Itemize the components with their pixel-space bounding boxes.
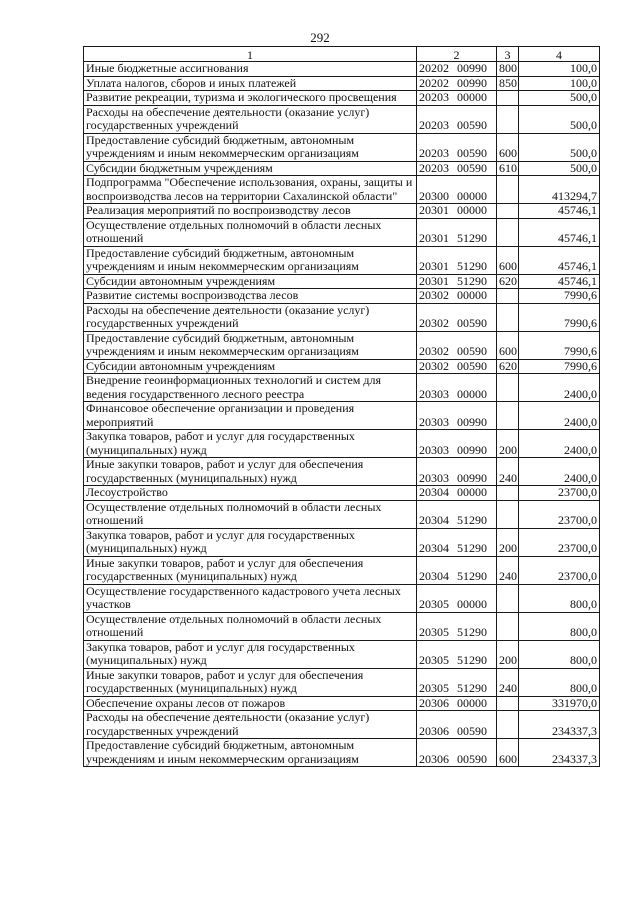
row-amount-cell: 7990,6	[519, 359, 600, 374]
row-amount-cell: 23700,0	[519, 528, 600, 556]
row-name-cell: Иные закупки товаров, работ и услуг для обеспечения государственных (муниципальных) нужд	[84, 458, 417, 486]
row-amount-cell: 23700,0	[519, 500, 600, 528]
program-code: 20202	[419, 75, 449, 90]
direction-code: 00000	[457, 485, 487, 499]
row-name-cell: Закупка товаров, работ и услуг для государственных (муниципальных) нужд	[84, 640, 417, 668]
table-row	[84, 640, 600, 668]
program-code: 20302	[419, 316, 449, 330]
row-name-cell: Осуществление отдельных полномочий в области лесных отношений	[84, 612, 417, 640]
row-code-cell	[417, 668, 497, 696]
row-code-cell	[417, 303, 497, 331]
direction-code: 00000	[457, 386, 487, 401]
table-row	[84, 105, 600, 133]
row-type-cell	[497, 91, 519, 106]
row-type-cell: 200	[497, 528, 519, 556]
row-amount-cell: 500,0	[519, 133, 600, 161]
program-code: 20305	[419, 625, 449, 639]
direction-code: 00000	[457, 597, 487, 611]
table-row	[84, 133, 600, 161]
program-code: 20301	[419, 259, 449, 273]
row-name-cell: Обеспечение охраны лесов от пожаров	[84, 696, 417, 711]
direction-code: 00590	[457, 316, 487, 330]
column-header-type: 3	[497, 47, 519, 62]
row-code-cell	[417, 430, 497, 458]
direction-code: 00990	[457, 61, 487, 75]
row-name-cell: Лесоустройство	[84, 486, 417, 501]
row-type-cell	[497, 500, 519, 528]
direction-code: 00990	[457, 75, 487, 90]
direction-code: 00990	[457, 442, 487, 457]
direction-code: 00590	[457, 146, 487, 160]
row-code-cell	[417, 289, 497, 304]
row-type-cell	[497, 374, 519, 402]
row-code-cell	[417, 500, 497, 528]
row-type-cell	[497, 303, 519, 331]
direction-code: 00590	[457, 723, 487, 738]
direction-code: 00590	[457, 160, 487, 175]
row-name-cell: Реализация мероприятий по воспроизводству лесов	[84, 204, 417, 219]
row-code-cell	[417, 204, 497, 219]
program-code: 20305	[419, 653, 449, 667]
table-row	[84, 458, 600, 486]
table-row	[84, 289, 600, 304]
row-code-cell	[417, 218, 497, 246]
row-amount-cell: 45746,1	[519, 204, 600, 219]
row-code-cell	[417, 176, 497, 204]
table-row	[84, 359, 600, 374]
direction-code: 00590	[457, 344, 487, 358]
program-code: 20301	[419, 231, 449, 245]
program-code: 20306	[419, 695, 449, 710]
row-amount-cell: 23700,0	[519, 556, 600, 584]
table-row	[84, 76, 600, 91]
table-row	[84, 500, 600, 528]
program-code: 20203	[419, 90, 449, 104]
row-code-cell	[417, 62, 497, 77]
row-amount-cell: 2400,0	[519, 374, 600, 402]
row-type-cell: 610	[497, 161, 519, 176]
row-name-cell: Иные закупки товаров, работ и услуг для обеспечения государственных (муниципальных) нужд	[84, 668, 417, 696]
table-row	[84, 246, 600, 274]
row-name-cell: Закупка товаров, работ и услуг для государственных (муниципальных) нужд	[84, 430, 417, 458]
row-name-cell: Расходы на обеспечение деятельности (оказание услуг) государственных учреждений	[84, 303, 417, 331]
row-type-cell	[497, 696, 519, 711]
row-code-cell	[417, 246, 497, 274]
row-amount-cell: 500,0	[519, 105, 600, 133]
row-name-cell: Предоставление субсидий бюджетным, автономным учреждениям и иным некоммерческим организациям	[84, 133, 417, 161]
row-name-cell: Предоставление субсидий бюджетным, автономным учреждениям и иным некоммерческим организациям	[84, 246, 417, 274]
table-row	[84, 584, 600, 612]
row-type-cell: 620	[497, 359, 519, 374]
row-amount-cell: 2400,0	[519, 458, 600, 486]
row-type-cell	[497, 711, 519, 739]
row-name-cell: Уплата налогов, сборов и иных платежей	[84, 76, 417, 91]
table-row	[84, 176, 600, 204]
table-row	[84, 696, 600, 711]
row-name-cell: Субсидии автономным учреждениям	[84, 274, 417, 289]
row-amount-cell: 100,0	[519, 62, 600, 77]
direction-code: 51290	[457, 513, 487, 527]
program-code: 20301	[419, 273, 449, 288]
program-code: 20304	[419, 569, 449, 583]
table-row	[84, 331, 600, 359]
row-name-cell: Развитие системы воспроизводства лесов	[84, 289, 417, 304]
row-amount-cell: 45746,1	[519, 274, 600, 289]
table-row	[84, 91, 600, 106]
program-code: 20203	[419, 146, 449, 160]
program-code: 20302	[419, 358, 449, 373]
row-code-cell	[417, 486, 497, 501]
row-code-cell	[417, 739, 497, 767]
program-code: 20301	[419, 203, 449, 217]
row-type-cell: 240	[497, 458, 519, 486]
row-amount-cell: 800,0	[519, 612, 600, 640]
row-code-cell	[417, 640, 497, 668]
table-row	[84, 274, 600, 289]
table-row	[84, 486, 600, 501]
table-row	[84, 62, 600, 77]
direction-code: 00000	[457, 288, 487, 302]
row-amount-cell: 2400,0	[519, 402, 600, 430]
row-code-cell	[417, 584, 497, 612]
direction-code: 00990	[457, 414, 487, 429]
program-code: 20302	[419, 288, 449, 302]
row-name-cell: Закупка товаров, работ и услуг для государственных (муниципальных) нужд	[84, 528, 417, 556]
row-type-cell	[497, 105, 519, 133]
direction-code: 00000	[457, 188, 487, 203]
row-name-cell: Предоставление субсидий бюджетным, автономным учреждениям и иным некоммерческим организациям	[84, 739, 417, 767]
program-code: 20304	[419, 513, 449, 527]
row-type-cell	[497, 584, 519, 612]
direction-code: 51290	[457, 625, 487, 639]
row-amount-cell: 7990,6	[519, 303, 600, 331]
table-row	[84, 402, 600, 430]
program-code: 20302	[419, 344, 449, 358]
table-row	[84, 711, 600, 739]
row-name-cell: Предоставление субсидий бюджетным, автономным учреждениям и иным некоммерческим организациям	[84, 331, 417, 359]
row-code-cell	[417, 696, 497, 711]
table-row	[84, 528, 600, 556]
program-code: 20303	[419, 414, 449, 429]
row-type-cell: 620	[497, 274, 519, 289]
direction-code: 00000	[457, 695, 487, 710]
direction-code: 00000	[457, 90, 487, 104]
row-type-cell: 800	[497, 62, 519, 77]
table-row	[84, 556, 600, 584]
budget-table	[83, 46, 600, 767]
row-code-cell	[417, 91, 497, 106]
row-code-cell	[417, 274, 497, 289]
table-row	[84, 668, 600, 696]
row-code-cell	[417, 374, 497, 402]
row-type-cell: 240	[497, 668, 519, 696]
row-type-cell	[497, 204, 519, 219]
row-name-cell: Расходы на обеспечение деятельности (оказание услуг) государственных учреждений	[84, 105, 417, 133]
program-code: 20305	[419, 681, 449, 695]
row-code-cell	[417, 528, 497, 556]
row-code-cell	[417, 331, 497, 359]
row-code-cell	[417, 359, 497, 374]
row-name-cell: Осуществление отдельных полномочий в области лесных отношений	[84, 500, 417, 528]
row-type-cell	[497, 486, 519, 501]
row-type-cell: 240	[497, 556, 519, 584]
program-code: 20306	[419, 751, 449, 766]
row-name-cell: Осуществление отдельных полномочий в области лесных отношений	[84, 218, 417, 246]
row-amount-cell: 800,0	[519, 584, 600, 612]
row-type-cell	[497, 402, 519, 430]
direction-code: 51290	[457, 653, 487, 667]
program-code: 20305	[419, 597, 449, 611]
direction-code: 51290	[457, 273, 487, 288]
program-code: 20303	[419, 470, 449, 485]
row-type-cell: 600	[497, 246, 519, 274]
page-number: 292	[310, 30, 330, 45]
row-amount-cell: 800,0	[519, 640, 600, 668]
row-name-cell: Субсидии бюджетным учреждениям	[84, 161, 417, 176]
row-code-cell	[417, 161, 497, 176]
direction-code: 00990	[457, 470, 487, 485]
row-type-cell: 850	[497, 76, 519, 91]
program-code: 20303	[419, 386, 449, 401]
table-row	[84, 218, 600, 246]
column-header-code: 2	[417, 47, 497, 62]
row-type-cell	[497, 176, 519, 204]
row-name-cell: Расходы на обеспечение деятельности (оказание услуг) государственных учреждений	[84, 711, 417, 739]
column-header-amount: 4	[519, 47, 600, 62]
direction-code: 51290	[457, 569, 487, 583]
table-header-row	[84, 47, 600, 62]
row-code-cell	[417, 612, 497, 640]
row-amount-cell: 234337,3	[519, 739, 600, 767]
direction-code: 00590	[457, 118, 487, 132]
row-amount-cell: 413294,7	[519, 176, 600, 204]
table-row	[84, 161, 600, 176]
program-code: 20304	[419, 485, 449, 499]
direction-code: 51290	[457, 259, 487, 273]
row-amount-cell: 7990,6	[519, 331, 600, 359]
table-row	[84, 739, 600, 767]
row-type-cell	[497, 289, 519, 304]
row-name-cell: Иные закупки товаров, работ и услуг для обеспечения государственных (муниципальных) нужд	[84, 556, 417, 584]
row-amount-cell: 45746,1	[519, 218, 600, 246]
direction-code: 00000	[457, 203, 487, 217]
row-name-cell: Внедрение геоинформационных технологий и систем для ведения государственного лесного реестра	[84, 374, 417, 402]
direction-code: 51290	[457, 681, 487, 695]
table-row	[84, 303, 600, 331]
program-code: 20203	[419, 118, 449, 132]
table-row	[84, 374, 600, 402]
row-type-cell: 600	[497, 739, 519, 767]
row-code-cell	[417, 556, 497, 584]
row-type-cell: 600	[497, 331, 519, 359]
row-amount-cell: 500,0	[519, 91, 600, 106]
program-code: 20304	[419, 541, 449, 555]
row-code-cell	[417, 105, 497, 133]
table-row	[84, 204, 600, 219]
row-amount-cell: 23700,0	[519, 486, 600, 501]
direction-code: 51290	[457, 231, 487, 245]
row-code-cell	[417, 76, 497, 91]
program-code: 20203	[419, 160, 449, 175]
row-code-cell	[417, 402, 497, 430]
program-code: 20306	[419, 723, 449, 738]
direction-code: 00590	[457, 358, 487, 373]
row-type-cell: 200	[497, 640, 519, 668]
row-name-cell: Финансовое обеспечение организации и проведения мероприятий	[84, 402, 417, 430]
row-amount-cell: 2400,0	[519, 430, 600, 458]
column-header-name: 1	[84, 47, 417, 62]
row-type-cell	[497, 218, 519, 246]
program-code: 20202	[419, 61, 449, 75]
row-type-cell	[497, 612, 519, 640]
row-code-cell	[417, 458, 497, 486]
row-name-cell: Иные бюджетные ассигнования	[84, 62, 417, 77]
row-amount-cell: 234337,3	[519, 711, 600, 739]
table-row	[84, 430, 600, 458]
row-type-cell: 600	[497, 133, 519, 161]
row-name-cell: Осуществление государственного кадастрового учета лесных участков	[84, 584, 417, 612]
row-amount-cell: 45746,1	[519, 246, 600, 274]
row-code-cell	[417, 133, 497, 161]
row-amount-cell: 331970,0	[519, 696, 600, 711]
table-body	[84, 62, 600, 767]
program-code: 20303	[419, 442, 449, 457]
direction-code: 00590	[457, 751, 487, 766]
row-amount-cell: 100,0	[519, 76, 600, 91]
row-name-cell: Подпрограмма "Обеспечение использования, охраны, защиты и воспроизводства лесов на территории Сахалинской области"	[84, 176, 417, 204]
row-amount-cell: 7990,6	[519, 289, 600, 304]
row-type-cell: 200	[497, 430, 519, 458]
row-name-cell: Субсидии автономным учреждениям	[84, 359, 417, 374]
direction-code: 51290	[457, 541, 487, 555]
row-amount-cell: 800,0	[519, 668, 600, 696]
program-code: 20300	[419, 188, 449, 203]
row-name-cell: Развитие рекреации, туризма и экологического просвещения	[84, 91, 417, 106]
table-row	[84, 612, 600, 640]
row-code-cell	[417, 711, 497, 739]
row-amount-cell: 500,0	[519, 161, 600, 176]
